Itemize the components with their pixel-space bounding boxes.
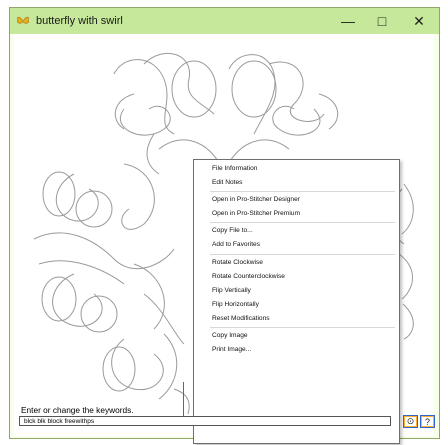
ok-icon: ⊙ <box>406 416 415 426</box>
menu-item-print-image[interactable]: Print Image... <box>212 346 252 353</box>
menu-separator <box>210 222 395 223</box>
context-menu <box>193 159 400 444</box>
close-button[interactable]: ✕ <box>413 12 425 29</box>
divider-line <box>183 382 184 417</box>
pattern-preview-area <box>14 34 434 436</box>
butterfly-app-icon <box>16 14 30 28</box>
menu-separator <box>210 327 395 328</box>
window-title: butterfly with swirl <box>36 15 123 27</box>
menu-separator <box>210 191 395 192</box>
minimize-button[interactable]: — <box>341 13 355 29</box>
menu-item-add-favorites[interactable]: Add to Favorites <box>212 241 261 248</box>
menu-item-open-designer[interactable]: Open in Pro-Stitcher Designer <box>212 196 300 203</box>
menu-item-rotate-counterclockwise[interactable]: Rotate Counterclockwise <box>212 273 285 280</box>
menu-item-reset-modifications[interactable]: Reset Modifications <box>212 315 270 322</box>
keywords-input[interactable]: blck blk block freewithps <box>19 416 391 426</box>
menu-item-flip-horizontally[interactable]: Flip Horizontally <box>212 301 259 308</box>
title-bar[interactable] <box>10 8 439 34</box>
menu-item-open-premium[interactable]: Open in Pro-Stitcher Premium <box>212 210 300 217</box>
help-icon: ? <box>424 416 430 427</box>
menu-item-copy-file[interactable]: Copy File to... <box>212 227 253 234</box>
menu-item-flip-vertically[interactable]: Flip Vertically <box>212 287 251 294</box>
menu-separator <box>210 254 395 255</box>
menu-item-file-information[interactable]: File Information <box>212 165 258 172</box>
keywords-label: Enter or change the keywords. <box>21 405 134 415</box>
app-window <box>9 7 440 439</box>
help-button[interactable] <box>420 415 435 428</box>
menu-item-rotate-clockwise[interactable]: Rotate Clockwise <box>212 259 263 266</box>
menu-item-copy-image[interactable]: Copy Image <box>212 332 248 339</box>
maximize-button[interactable]: □ <box>377 13 387 29</box>
ok-button[interactable] <box>403 415 418 428</box>
menu-item-edit-notes[interactable]: Edit Notes <box>212 179 243 186</box>
